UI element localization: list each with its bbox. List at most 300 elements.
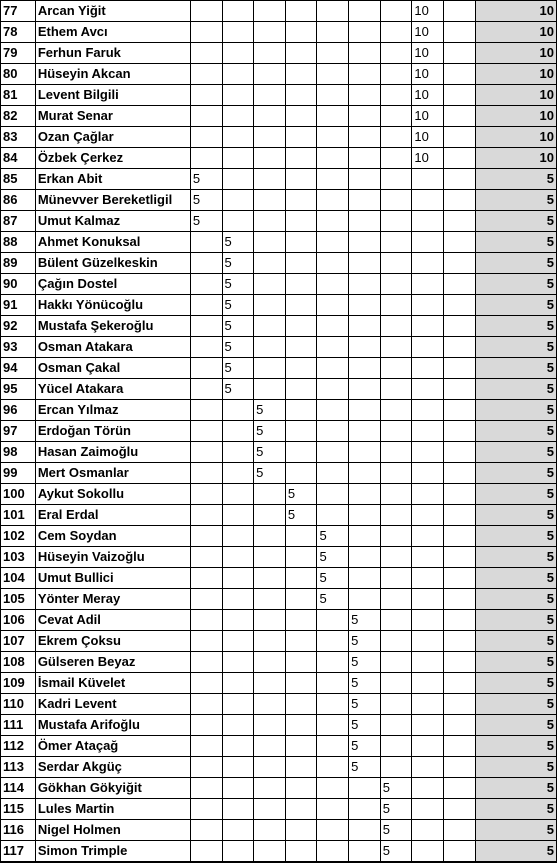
score-cell-7[interactable] [380,463,412,484]
score-cell-8[interactable]: 10 [412,64,444,85]
rank-cell[interactable]: 114 [1,778,36,799]
score-cell-7[interactable] [380,148,412,169]
score-cell-1[interactable] [190,85,222,106]
score-cell-8[interactable] [412,421,444,442]
score-cell-5[interactable]: 5 [317,589,349,610]
total-cell[interactable]: 5 [475,484,556,505]
rank-cell[interactable]: 117 [1,841,36,863]
name-cell[interactable]: Cevat Adil [35,610,190,631]
score-cell-8[interactable] [412,274,444,295]
score-cell-2[interactable] [222,484,254,505]
score-cell-9[interactable] [444,673,476,694]
score-cell-2[interactable]: 5 [222,358,254,379]
score-cell-4[interactable] [285,64,317,85]
score-cell-2[interactable] [222,169,254,190]
score-cell-1[interactable] [190,631,222,652]
score-cell-1[interactable] [190,694,222,715]
score-cell-5[interactable] [317,22,349,43]
score-cell-7[interactable] [380,169,412,190]
score-cell-9[interactable] [444,631,476,652]
score-cell-4[interactable] [285,547,317,568]
score-cell-6[interactable] [349,274,381,295]
score-cell-8[interactable]: 10 [412,127,444,148]
score-cell-4[interactable] [285,274,317,295]
rank-cell[interactable]: 107 [1,631,36,652]
name-cell[interactable]: Arcan Yiğit [35,1,190,22]
score-cell-4[interactable] [285,799,317,820]
rank-cell[interactable]: 115 [1,799,36,820]
score-cell-7[interactable] [380,442,412,463]
score-cell-1[interactable] [190,1,222,22]
name-cell[interactable]: Ömer Ataçağ [35,736,190,757]
score-cell-2[interactable] [222,190,254,211]
score-cell-3[interactable] [254,1,286,22]
score-cell-5[interactable] [317,43,349,64]
score-cell-7[interactable] [380,190,412,211]
total-cell[interactable]: 5 [475,505,556,526]
rank-cell[interactable]: 91 [1,295,36,316]
score-cell-4[interactable] [285,148,317,169]
total-cell[interactable]: 5 [475,295,556,316]
score-cell-1[interactable] [190,274,222,295]
score-cell-4[interactable] [285,736,317,757]
score-cell-1[interactable] [190,484,222,505]
score-cell-8[interactable] [412,316,444,337]
score-cell-8[interactable] [412,589,444,610]
name-cell[interactable]: Hüseyin Akcan [35,64,190,85]
name-cell[interactable]: İsmail Küvelet [35,673,190,694]
name-cell[interactable]: Ferhun Faruk [35,43,190,64]
rank-cell[interactable]: 101 [1,505,36,526]
score-cell-4[interactable] [285,211,317,232]
score-cell-8[interactable] [412,736,444,757]
score-cell-7[interactable] [380,127,412,148]
score-cell-2[interactable] [222,148,254,169]
score-cell-7[interactable] [380,316,412,337]
score-cell-6[interactable]: 5 [349,694,381,715]
score-cell-2[interactable] [222,463,254,484]
name-cell[interactable]: Ahmet Konuksal [35,232,190,253]
total-cell[interactable]: 10 [475,64,556,85]
score-cell-9[interactable] [444,337,476,358]
rank-cell[interactable]: 80 [1,64,36,85]
score-cell-3[interactable] [254,22,286,43]
score-cell-7[interactable] [380,652,412,673]
score-cell-4[interactable] [285,22,317,43]
rank-cell[interactable]: 105 [1,589,36,610]
score-cell-9[interactable] [444,169,476,190]
score-cell-3[interactable] [254,211,286,232]
score-cell-4[interactable] [285,127,317,148]
total-cell[interactable]: 10 [475,43,556,64]
score-cell-2[interactable] [222,694,254,715]
total-cell[interactable]: 5 [475,358,556,379]
score-cell-8[interactable] [412,211,444,232]
score-cell-1[interactable] [190,610,222,631]
score-cell-9[interactable] [444,568,476,589]
score-cell-8[interactable] [412,757,444,778]
score-cell-3[interactable] [254,232,286,253]
score-cell-6[interactable] [349,148,381,169]
score-cell-7[interactable] [380,736,412,757]
score-cell-6[interactable] [349,22,381,43]
score-cell-9[interactable] [444,1,476,22]
score-cell-2[interactable] [222,820,254,841]
score-cell-9[interactable] [444,274,476,295]
total-cell[interactable]: 5 [475,316,556,337]
score-cell-7[interactable] [380,85,412,106]
score-cell-2[interactable] [222,715,254,736]
rank-cell[interactable]: 92 [1,316,36,337]
score-cell-7[interactable] [380,526,412,547]
score-cell-1[interactable] [190,379,222,400]
score-cell-8[interactable] [412,673,444,694]
name-cell[interactable]: Ekrem Çoksu [35,631,190,652]
score-cell-4[interactable] [285,442,317,463]
score-cell-9[interactable] [444,463,476,484]
score-cell-8[interactable] [412,442,444,463]
score-cell-6[interactable]: 5 [349,715,381,736]
score-cell-5[interactable] [317,232,349,253]
score-cell-5[interactable] [317,295,349,316]
score-cell-5[interactable]: 5 [317,526,349,547]
score-cell-8[interactable] [412,400,444,421]
score-cell-4[interactable] [285,316,317,337]
score-cell-9[interactable] [444,505,476,526]
score-cell-8[interactable] [412,778,444,799]
rank-cell[interactable]: 87 [1,211,36,232]
score-cell-1[interactable] [190,547,222,568]
score-cell-7[interactable] [380,232,412,253]
score-cell-5[interactable] [317,442,349,463]
total-cell[interactable]: 5 [475,421,556,442]
score-cell-9[interactable] [444,22,476,43]
score-cell-9[interactable] [444,715,476,736]
name-cell[interactable]: Nigel Holmen [35,820,190,841]
score-cell-7[interactable] [380,568,412,589]
score-cell-4[interactable] [285,820,317,841]
score-cell-6[interactable] [349,85,381,106]
score-cell-6[interactable] [349,253,381,274]
score-cell-9[interactable] [444,442,476,463]
rank-cell[interactable]: 77 [1,1,36,22]
score-cell-4[interactable] [285,190,317,211]
score-cell-5[interactable] [317,169,349,190]
score-cell-4[interactable] [285,568,317,589]
score-cell-7[interactable] [380,484,412,505]
total-cell[interactable]: 5 [475,379,556,400]
score-cell-8[interactable]: 10 [412,1,444,22]
score-cell-7[interactable]: 5 [380,841,412,863]
total-cell[interactable]: 10 [475,148,556,169]
rank-cell[interactable]: 113 [1,757,36,778]
score-cell-8[interactable] [412,169,444,190]
score-cell-1[interactable] [190,358,222,379]
name-cell[interactable]: Gökhan Gökyiğit [35,778,190,799]
name-cell[interactable]: Osman Çakal [35,358,190,379]
score-cell-8[interactable] [412,610,444,631]
score-cell-1[interactable] [190,841,222,863]
score-cell-4[interactable] [285,841,317,863]
score-cell-6[interactable] [349,421,381,442]
score-cell-5[interactable] [317,652,349,673]
score-cell-3[interactable] [254,610,286,631]
score-cell-9[interactable] [444,316,476,337]
score-cell-3[interactable]: 5 [254,421,286,442]
score-cell-9[interactable] [444,64,476,85]
total-cell[interactable]: 5 [475,799,556,820]
total-cell[interactable]: 10 [475,127,556,148]
total-cell[interactable]: 5 [475,274,556,295]
score-cell-4[interactable] [285,694,317,715]
score-cell-6[interactable]: 5 [349,757,381,778]
score-cell-2[interactable] [222,631,254,652]
score-cell-1[interactable] [190,673,222,694]
rank-cell[interactable]: 82 [1,106,36,127]
total-cell[interactable]: 5 [475,757,556,778]
score-cell-2[interactable] [222,421,254,442]
score-cell-6[interactable] [349,820,381,841]
score-cell-6[interactable] [349,568,381,589]
score-cell-3[interactable] [254,337,286,358]
score-cell-5[interactable] [317,316,349,337]
score-cell-4[interactable] [285,610,317,631]
score-cell-2[interactable] [222,1,254,22]
score-cell-7[interactable] [380,358,412,379]
total-cell[interactable]: 5 [475,841,556,863]
name-cell[interactable]: Ercan Yılmaz [35,400,190,421]
score-cell-5[interactable] [317,190,349,211]
score-cell-2[interactable] [222,211,254,232]
score-cell-9[interactable] [444,400,476,421]
score-cell-5[interactable] [317,211,349,232]
score-cell-3[interactable] [254,85,286,106]
score-cell-4[interactable] [285,85,317,106]
score-cell-2[interactable] [222,673,254,694]
name-cell[interactable]: Münevver Bereketligil [35,190,190,211]
score-cell-1[interactable] [190,736,222,757]
score-cell-5[interactable] [317,757,349,778]
score-cell-5[interactable] [317,610,349,631]
total-cell[interactable]: 5 [475,568,556,589]
score-cell-1[interactable]: 5 [190,169,222,190]
score-cell-9[interactable] [444,253,476,274]
score-cell-6[interactable] [349,463,381,484]
score-cell-7[interactable] [380,43,412,64]
score-cell-5[interactable] [317,736,349,757]
name-cell[interactable]: Aykut Sokollu [35,484,190,505]
score-cell-2[interactable] [222,778,254,799]
score-cell-5[interactable] [317,358,349,379]
total-cell[interactable]: 5 [475,610,556,631]
score-cell-6[interactable]: 5 [349,736,381,757]
score-cell-4[interactable] [285,169,317,190]
total-cell[interactable]: 5 [475,463,556,484]
score-cell-9[interactable] [444,106,476,127]
name-cell[interactable]: Erkan Abit [35,169,190,190]
score-cell-3[interactable]: 5 [254,463,286,484]
rank-cell[interactable]: 89 [1,253,36,274]
name-cell[interactable]: Hasan Zaimoğlu [35,442,190,463]
total-cell[interactable]: 5 [475,778,556,799]
score-cell-5[interactable] [317,64,349,85]
rank-cell[interactable]: 97 [1,421,36,442]
score-cell-1[interactable] [190,757,222,778]
score-cell-6[interactable] [349,379,381,400]
score-cell-6[interactable] [349,841,381,863]
score-cell-3[interactable] [254,547,286,568]
score-cell-3[interactable] [254,589,286,610]
name-cell[interactable]: Gülseren Beyaz [35,652,190,673]
total-cell[interactable]: 5 [475,169,556,190]
score-cell-1[interactable] [190,820,222,841]
score-cell-9[interactable] [444,799,476,820]
name-cell[interactable]: Hakkı Yönücoğlu [35,295,190,316]
score-cell-9[interactable] [444,547,476,568]
score-cell-9[interactable] [444,148,476,169]
rank-cell[interactable]: 83 [1,127,36,148]
total-cell[interactable]: 5 [475,232,556,253]
rank-cell[interactable]: 116 [1,820,36,841]
score-cell-6[interactable] [349,547,381,568]
total-cell[interactable]: 5 [475,547,556,568]
score-cell-7[interactable] [380,547,412,568]
score-cell-3[interactable] [254,631,286,652]
score-cell-5[interactable] [317,463,349,484]
score-cell-5[interactable] [317,379,349,400]
score-cell-8[interactable] [412,463,444,484]
score-cell-1[interactable] [190,253,222,274]
name-cell[interactable]: Lules Martin [35,799,190,820]
score-cell-9[interactable] [444,757,476,778]
score-cell-2[interactable] [222,526,254,547]
score-cell-4[interactable]: 5 [285,484,317,505]
score-cell-2[interactable] [222,400,254,421]
score-cell-9[interactable] [444,190,476,211]
score-cell-1[interactable] [190,295,222,316]
score-cell-7[interactable] [380,64,412,85]
score-cell-6[interactable] [349,442,381,463]
score-cell-6[interactable] [349,232,381,253]
name-cell[interactable]: Umut Bullici [35,568,190,589]
score-cell-3[interactable] [254,736,286,757]
score-cell-2[interactable] [222,652,254,673]
score-cell-8[interactable] [412,820,444,841]
score-cell-4[interactable] [285,1,317,22]
score-cell-4[interactable] [285,400,317,421]
name-cell[interactable]: Bülent Güzelkeskin [35,253,190,274]
score-cell-8[interactable] [412,568,444,589]
total-cell[interactable]: 5 [475,337,556,358]
score-cell-6[interactable] [349,400,381,421]
score-cell-7[interactable] [380,379,412,400]
score-cell-7[interactable] [380,694,412,715]
score-cell-7[interactable]: 5 [380,778,412,799]
score-cell-7[interactable] [380,22,412,43]
score-cell-2[interactable] [222,106,254,127]
score-cell-5[interactable] [317,253,349,274]
name-cell[interactable]: Murat Senar [35,106,190,127]
score-cell-5[interactable] [317,484,349,505]
score-cell-9[interactable] [444,85,476,106]
score-cell-8[interactable] [412,799,444,820]
score-cell-2[interactable] [222,757,254,778]
name-cell[interactable]: Mert Osmanlar [35,463,190,484]
score-cell-2[interactable] [222,568,254,589]
score-cell-4[interactable] [285,526,317,547]
score-cell-5[interactable] [317,274,349,295]
score-cell-4[interactable] [285,652,317,673]
score-cell-4[interactable] [285,631,317,652]
score-cell-6[interactable] [349,526,381,547]
score-cell-5[interactable]: 5 [317,568,349,589]
score-cell-8[interactable] [412,505,444,526]
name-cell[interactable]: Osman Atakara [35,337,190,358]
name-cell[interactable]: Simon Trimple [35,841,190,863]
score-cell-2[interactable] [222,505,254,526]
name-cell[interactable]: Umut Kalmaz [35,211,190,232]
score-cell-6[interactable] [349,106,381,127]
score-cell-5[interactable] [317,400,349,421]
score-cell-2[interactable]: 5 [222,232,254,253]
score-cell-5[interactable] [317,127,349,148]
score-cell-7[interactable]: 5 [380,799,412,820]
total-cell[interactable]: 10 [475,1,556,22]
score-cell-1[interactable] [190,421,222,442]
score-cell-7[interactable] [380,421,412,442]
score-cell-8[interactable] [412,652,444,673]
total-cell[interactable]: 5 [475,253,556,274]
score-cell-5[interactable] [317,673,349,694]
score-cell-5[interactable] [317,1,349,22]
score-cell-6[interactable] [349,190,381,211]
name-cell[interactable]: Levent Bilgili [35,85,190,106]
score-cell-9[interactable] [444,589,476,610]
rank-cell[interactable]: 79 [1,43,36,64]
score-cell-1[interactable] [190,799,222,820]
rank-cell[interactable]: 98 [1,442,36,463]
score-cell-6[interactable]: 5 [349,673,381,694]
score-cell-6[interactable]: 5 [349,631,381,652]
score-cell-2[interactable]: 5 [222,379,254,400]
score-cell-8[interactable] [412,337,444,358]
total-cell[interactable]: 10 [475,22,556,43]
score-cell-9[interactable] [444,43,476,64]
score-cell-1[interactable] [190,232,222,253]
score-cell-9[interactable] [444,736,476,757]
score-cell-5[interactable] [317,505,349,526]
score-cell-1[interactable] [190,22,222,43]
score-cell-2[interactable] [222,841,254,863]
score-cell-7[interactable] [380,631,412,652]
score-cell-6[interactable] [349,589,381,610]
score-cell-3[interactable] [254,505,286,526]
score-cell-9[interactable] [444,211,476,232]
score-cell-1[interactable] [190,463,222,484]
score-cell-9[interactable] [444,778,476,799]
total-cell[interactable]: 10 [475,85,556,106]
score-cell-3[interactable] [254,715,286,736]
score-cell-1[interactable] [190,337,222,358]
score-cell-5[interactable] [317,694,349,715]
score-cell-8[interactable]: 10 [412,148,444,169]
rank-cell[interactable]: 109 [1,673,36,694]
score-cell-2[interactable] [222,610,254,631]
score-cell-7[interactable] [380,400,412,421]
score-cell-8[interactable] [412,547,444,568]
name-cell[interactable]: Ethem Avcı [35,22,190,43]
rank-cell[interactable]: 108 [1,652,36,673]
